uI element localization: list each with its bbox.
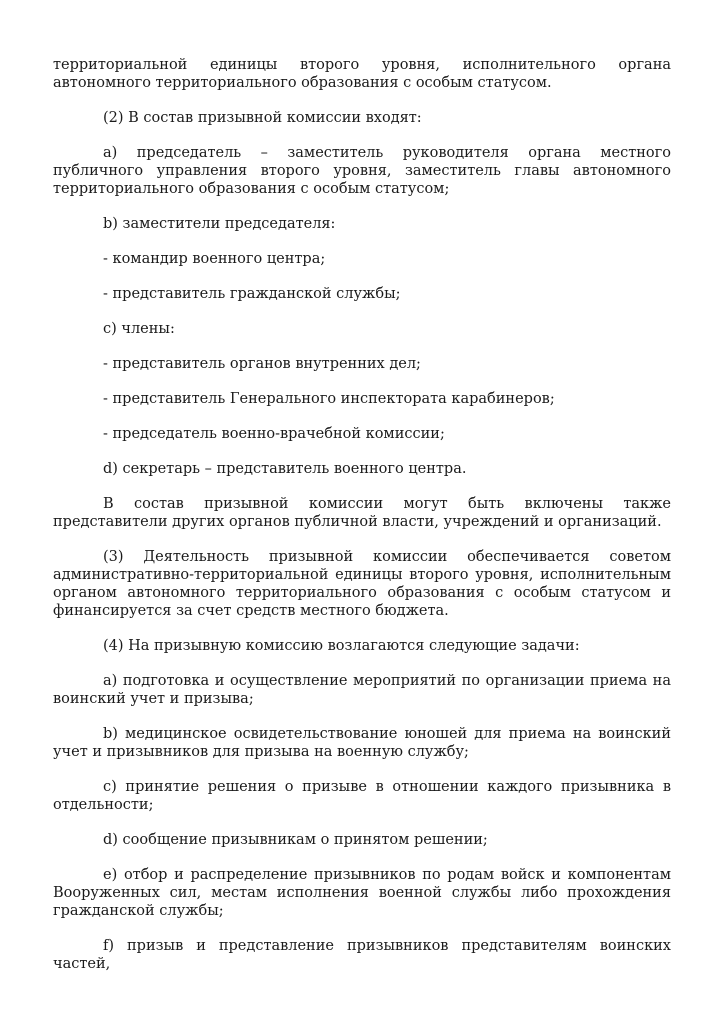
paragraph-dash-carabinieri-rep: - представитель Генерального инспектората карабинеров; (103, 391, 555, 407)
paragraph-dash-military-center-commander: - командир военного центра; (103, 251, 326, 267)
paragraph-task-e: e) отбор и распределение призывников по родам войск и компонентам Вооруженных сил, местам исполнения военной службы либо прохождения гражданской службы; (53, 867, 671, 919)
paragraph-dash-civil-service-rep: - представитель гражданской службы; (103, 286, 401, 302)
paragraph-section-4-intro: (4) На призывную комиссию возлагаются следующие задачи: (103, 638, 580, 654)
paragraph-item-a-chairman: a) председатель – заместитель руководителя органа местного публичного управления второго уровня, заместитель главы автономного территориального образования с особым статусом; (53, 145, 671, 197)
document-page (53, 56, 671, 973)
paragraph-section-3: (3) Деятельность призывной комиссии обеспечивается советом административно-территориальной единицы второго уровня, исполнительным органом автономного территориального образования с особым статусом и финансируется за счет средств местного бюджета. (53, 549, 671, 619)
paragraph-additional-members: В состав призывной комиссии могут быть включены также представители других органов публичной власти, учреждений и организаций. (53, 496, 671, 530)
paragraph-item-c-members: c) члены: (103, 321, 175, 337)
paragraph-task-a: a) подготовка и осуществление мероприятий по организации приема на воинский учет и призыва; (53, 673, 671, 707)
paragraph-task-c: c) принятие решения о призыве в отношении каждого призывника в отдельности; (53, 779, 671, 813)
paragraph-section-2-intro: (2) В состав призывной комиссии входят: (103, 110, 422, 126)
paragraph-item-d-secretary: d) секретарь – представитель военного центра. (103, 461, 467, 477)
paragraph-task-d: d) сообщение призывникам о принятом решении; (103, 832, 488, 848)
paragraph-item-b-deputies: b) заместители председателя: (103, 216, 336, 232)
paragraph-task-b: b) медицинское освидетельствование юношей для приема на воинский учет и призывников для призыва на военную службу; (53, 726, 671, 760)
paragraph-task-f: f) призыв и представление призывников представителям воинских частей, (53, 938, 671, 972)
paragraph-dash-medical-commission-chair: - председатель военно-врачебной комиссии; (103, 426, 445, 442)
paragraph-continuation: территориальной единицы второго уровня, исполнительного органа автономного территориального образования с особым статусом. (53, 57, 671, 91)
paragraph-dash-internal-affairs-rep: - представитель органов внутренних дел; (103, 356, 421, 372)
